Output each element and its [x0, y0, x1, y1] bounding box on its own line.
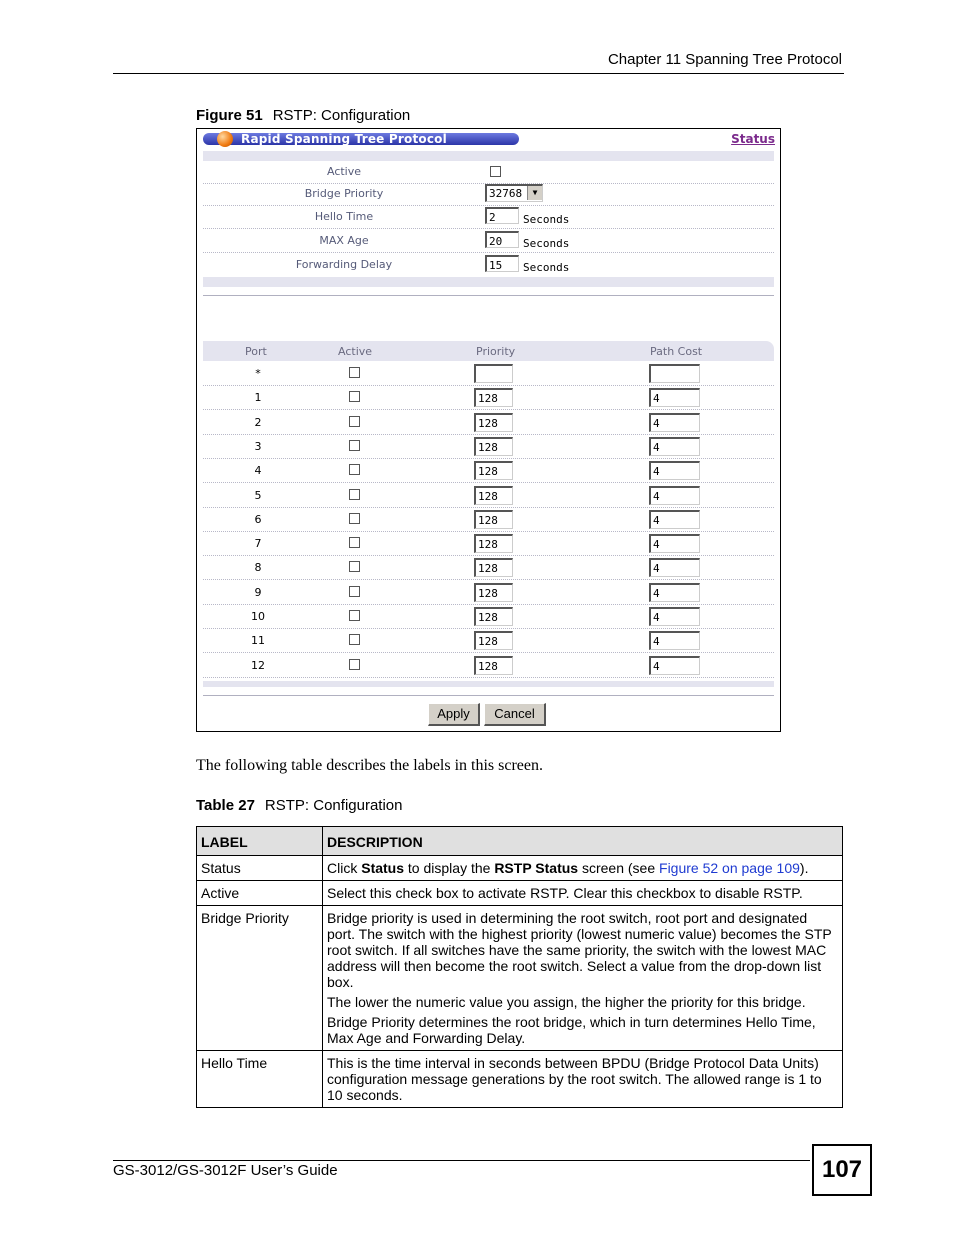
port-priority-input[interactable]: 128	[474, 583, 513, 602]
table-title: RSTP: Configuration	[264, 797, 403, 814]
general-label-hello-time: Hello Time	[314, 210, 374, 223]
port-active-checkbox[interactable]	[349, 391, 360, 402]
port-row	[203, 604, 774, 629]
table-caption	[196, 797, 403, 814]
desc-paragraph: Bridge Priority determines the root bridge, which in turn determines Hello Time, Max Age and Forwarding Delay.	[327, 1014, 816, 1046]
port-number: 1	[254, 391, 262, 405]
port-active-checkbox[interactable]	[349, 561, 360, 572]
general-row-max-age	[203, 230, 774, 253]
port-priority-input[interactable]: 128	[474, 607, 513, 626]
port-row	[203, 653, 774, 678]
port-path-cost-input[interactable]: 4	[649, 437, 700, 456]
bridge-priority-value: 32768	[489, 187, 523, 200]
max-age-input[interactable]: 20	[485, 231, 519, 248]
desc-paragraph: Bridge priority is used in determining the root switch, root port and designated port. The switch with the highest priority (lowest numeric value) becomes the STP root switch. If all switches have the same priority, the switch with the lowest MAC address will then become the root switch. Select a value from the drop-down list box.	[327, 910, 832, 990]
port-col-header: Port	[245, 345, 267, 358]
port-active-checkbox[interactable]	[349, 367, 360, 378]
general-row-bridge-priority	[203, 183, 774, 206]
port-path-cost-input[interactable]: 4	[649, 461, 700, 480]
port-path-cost-input[interactable]: 4	[649, 656, 700, 675]
hello-time-unit: Seconds	[523, 213, 570, 226]
max-age-unit: Seconds	[523, 237, 570, 250]
port-priority-input[interactable]: 128	[474, 656, 513, 675]
port-path-cost-input[interactable]: 4	[649, 486, 700, 505]
port-number: *	[255, 367, 261, 380]
port-row	[203, 361, 774, 386]
bridge-priority-select[interactable]	[485, 184, 543, 202]
figure-52-link[interactable]: Figure 52 on page 109	[659, 860, 800, 876]
port-row	[203, 580, 774, 605]
row-label-status: Status	[197, 856, 323, 881]
port-active-checkbox[interactable]	[349, 586, 360, 597]
port-number: 11	[251, 634, 265, 648]
page-number: 107	[812, 1144, 872, 1196]
general-label-active: Active	[326, 165, 362, 178]
port-priority-input[interactable]: 128	[474, 437, 513, 456]
row-desc-hello-time: This is the time interval in seconds between BPDU (Bridge Protocol Data Units) configuration message generations by the root switch. The allowed range is 1 to 10 seconds.	[323, 1051, 843, 1108]
port-priority-input[interactable]: 128	[474, 631, 513, 650]
port-band-bottom	[203, 681, 774, 687]
figure-number: Figure 51	[196, 107, 263, 124]
chevron-down-icon[interactable]: ▼	[527, 186, 542, 200]
table-header-row	[197, 827, 843, 856]
port-active-checkbox[interactable]	[349, 537, 360, 548]
table-row	[197, 1051, 843, 1108]
port-number: 5	[254, 488, 262, 502]
port-active-checkbox[interactable]	[349, 610, 360, 621]
general-row-forwarding-delay	[203, 254, 774, 276]
chapter-header: Chapter 11 Spanning Tree Protocol	[607, 51, 842, 68]
port-number: 6	[254, 512, 262, 526]
desc-text: ).	[799, 860, 809, 876]
general-label-max-age: MAX Age	[319, 234, 369, 247]
desc-text: to display the	[404, 860, 495, 876]
general-band-top	[203, 151, 774, 161]
cancel-button[interactable]: Cancel	[484, 703, 546, 726]
panel-title-bar	[203, 133, 519, 145]
table-row	[197, 906, 843, 1051]
table-row	[197, 881, 843, 906]
port-row	[203, 385, 774, 410]
path-cost-col-header: Path Cost	[650, 345, 703, 358]
general-row-hello-time	[203, 206, 774, 229]
port-priority-input[interactable]: 128	[474, 388, 513, 407]
apply-button[interactable]: Apply	[428, 703, 480, 726]
port-row	[203, 531, 774, 556]
port-path-cost-input[interactable]: 4	[649, 558, 700, 577]
forwarding-delay-input[interactable]: 15	[485, 255, 519, 272]
port-active-checkbox[interactable]	[349, 659, 360, 670]
port-path-cost-input[interactable]: 4	[649, 413, 700, 432]
description-table	[196, 826, 843, 1108]
row-label-active: Active	[197, 881, 323, 906]
general-label-forwarding-delay: Forwarding Delay	[295, 258, 393, 271]
port-row	[203, 434, 774, 459]
port-priority-input[interactable]: 128	[474, 558, 513, 577]
description-header: DESCRIPTION	[323, 827, 843, 856]
general-band-bottom	[203, 277, 774, 287]
port-active-checkbox[interactable]	[349, 513, 360, 524]
header-divider	[113, 73, 844, 74]
port-priority-input[interactable]: 128	[474, 534, 513, 553]
port-active-checkbox[interactable]	[349, 440, 360, 451]
footer-divider	[113, 1160, 810, 1161]
row-desc-status	[323, 856, 843, 881]
general-row-active	[203, 161, 774, 184]
section-divider	[203, 295, 774, 296]
row-desc-active: Select this check box to activate RSTP. Clear this checkbox to disable RSTP.	[323, 881, 843, 906]
port-path-cost-input[interactable]: 4	[649, 510, 700, 529]
port-number: 2	[254, 415, 262, 429]
port-path-cost-input[interactable]: 4	[649, 607, 700, 626]
port-active-checkbox[interactable]	[349, 464, 360, 475]
port-row	[203, 507, 774, 532]
port-priority-input[interactable]: 128	[474, 486, 513, 505]
port-number: 4	[254, 464, 262, 478]
rstp-active-checkbox[interactable]	[490, 166, 501, 177]
port-path-cost-input[interactable]: 4	[649, 388, 700, 407]
port-row	[203, 555, 774, 580]
figure-title: RSTP: Configuration	[272, 107, 411, 124]
row-label-hello-time: Hello Time	[197, 1051, 323, 1108]
port-table-header	[203, 341, 774, 361]
desc-bold: RSTP Status	[494, 860, 579, 876]
active-col-header: Active	[338, 345, 373, 358]
port-active-checkbox[interactable]	[349, 416, 360, 427]
port-number: 7	[254, 537, 262, 551]
row-desc-bridge-priority	[323, 906, 843, 1051]
priority-col-header: Priority	[476, 345, 516, 358]
port-priority-input[interactable]	[474, 364, 513, 383]
figure-caption	[196, 107, 410, 124]
port-path-cost-input[interactable]: 4	[649, 583, 700, 602]
panel-title: Rapid Spanning Tree Protocol	[241, 132, 447, 146]
port-number: 3	[254, 439, 262, 453]
port-row	[203, 458, 774, 483]
port-path-cost-input[interactable]: 4	[649, 631, 700, 650]
table-number: Table 27	[196, 797, 255, 814]
port-priority-input[interactable]: 128	[474, 413, 513, 432]
desc-paragraph: The lower the numeric value you assign, the higher the priority for this bridge.	[327, 994, 806, 1010]
label-header: LABEL	[197, 827, 323, 856]
general-label-bridge-priority: Bridge Priority	[304, 187, 384, 200]
status-link[interactable]: Status	[731, 132, 775, 146]
hello-time-input[interactable]: 2	[485, 207, 519, 224]
port-row	[203, 410, 774, 435]
row-label-bridge-priority: Bridge Priority	[197, 906, 323, 1051]
table-row	[197, 856, 843, 881]
desc-text: Click	[327, 860, 362, 876]
port-number: 9	[254, 585, 262, 599]
port-row	[203, 628, 774, 653]
orb-icon	[217, 131, 233, 147]
body-paragraph: The following table describes the labels in this screen.	[196, 757, 544, 774]
port-priority-input[interactable]: 128	[474, 510, 513, 529]
port-active-checkbox[interactable]	[349, 634, 360, 645]
port-path-cost-input[interactable]: 4	[649, 534, 700, 553]
port-path-cost-input[interactable]	[649, 364, 700, 383]
port-row	[203, 483, 774, 508]
port-priority-input[interactable]: 128	[474, 461, 513, 480]
rstp-config-panel	[196, 128, 781, 732]
desc-bold: Status	[361, 860, 405, 876]
desc-text: screen (see	[578, 860, 660, 876]
button-divider	[203, 695, 774, 696]
footer-guide-title: GS-3012/GS-3012F User’s Guide	[113, 1162, 338, 1179]
port-number: 8	[254, 561, 262, 575]
port-active-checkbox[interactable]	[349, 489, 360, 500]
port-number: 10	[251, 610, 265, 623]
forwarding-delay-unit: Seconds	[523, 261, 570, 274]
port-number: 12	[251, 658, 265, 672]
